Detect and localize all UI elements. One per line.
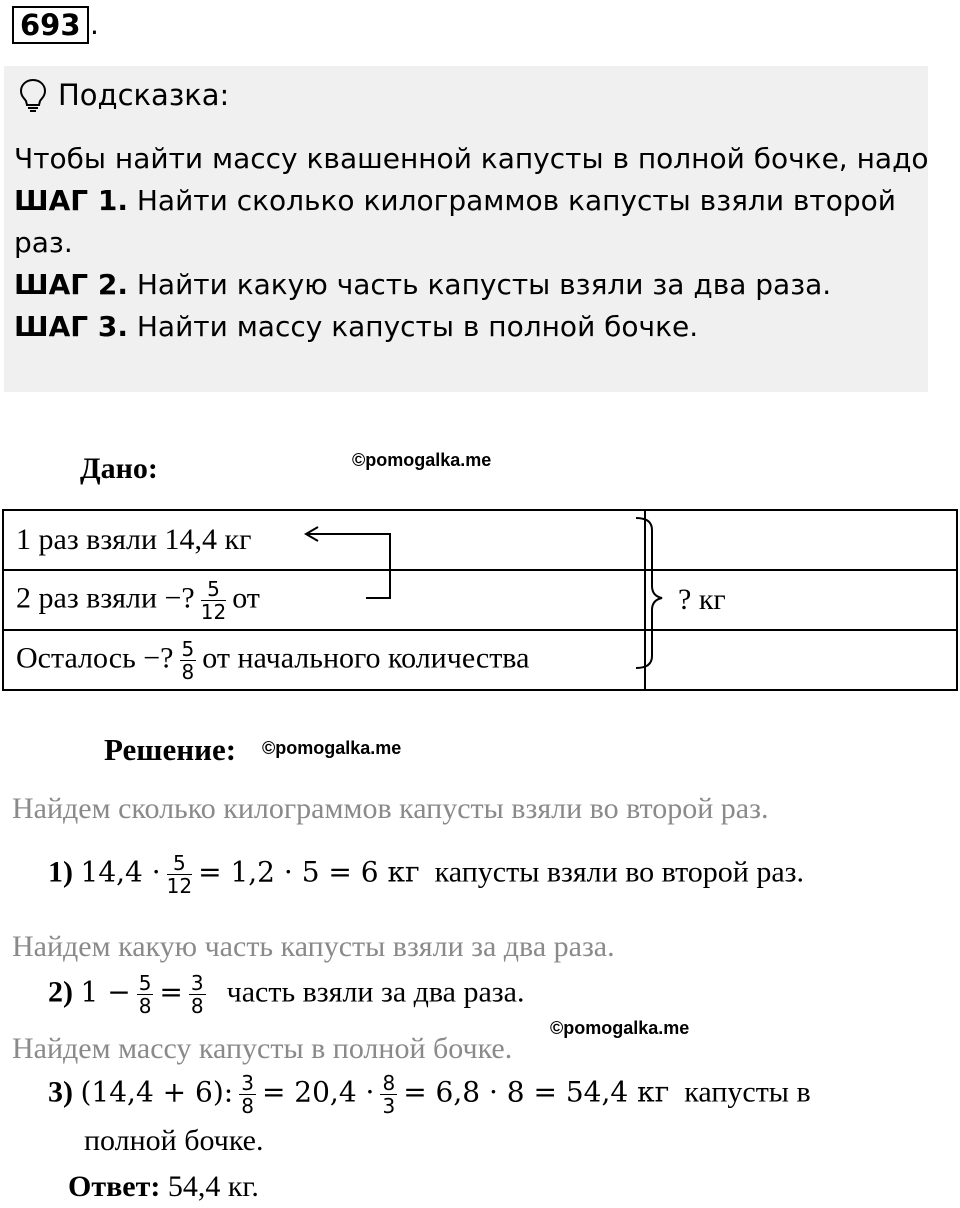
fraction-numerator: 5 bbox=[138, 971, 152, 995]
step-expr: = 6,8 · 8 = 54,4 кг bbox=[403, 1075, 670, 1109]
step-expr: = bbox=[159, 975, 183, 1009]
hint-step-2-label: ШАГ 2. bbox=[14, 268, 128, 301]
fraction-denominator: 8 bbox=[241, 1094, 254, 1118]
solution-text-2: Найдем какую часть капусты взяли за два раза. bbox=[12, 930, 615, 963]
arrow-icon bbox=[306, 527, 390, 598]
hint-step-2-text: Найти какую часть капусты взяли за два раза. bbox=[127, 268, 832, 301]
step-label: 2) bbox=[48, 975, 73, 1009]
problem-number-dot: . bbox=[90, 8, 99, 41]
fraction-denominator: 12 bbox=[166, 874, 193, 898]
fraction-denominator: 8 bbox=[138, 994, 152, 1018]
fraction-numerator: 5 bbox=[201, 578, 226, 601]
step-expr: 14,4 · bbox=[80, 855, 161, 889]
step-expr: (14,4 + 6): bbox=[80, 1075, 234, 1109]
watermark: ©pomogalka.me bbox=[352, 450, 492, 470]
fraction bbox=[380, 1072, 397, 1117]
watermark: ©pomogalka.me bbox=[550, 1018, 690, 1038]
fraction bbox=[167, 852, 192, 897]
solution-text-1: Найдем сколько килограммов капусты взяли во второй раз. bbox=[12, 792, 769, 825]
step-text: часть взяли за два раза. bbox=[226, 975, 525, 1009]
step-label: 3) bbox=[48, 1075, 73, 1109]
problem-number: 693 bbox=[12, 6, 89, 44]
step-expr: = 1,2 · 5 = 6 кг bbox=[198, 855, 420, 889]
step-text: капусты взяли во второй раз. bbox=[434, 855, 805, 889]
solution-text-3: Найдем массу капусты в полной бочке. bbox=[12, 1032, 513, 1065]
fraction bbox=[239, 1072, 256, 1117]
solution-step-1 bbox=[48, 852, 804, 897]
fraction-numerator: 3 bbox=[241, 1071, 254, 1095]
step-expr: = 20,4 · bbox=[261, 1075, 375, 1109]
given-title: Дано: bbox=[80, 452, 158, 485]
given-total: ? кг bbox=[645, 570, 957, 630]
fraction-denominator: 8 bbox=[181, 659, 195, 684]
hint-step-1-cont: раз. bbox=[14, 226, 73, 259]
step-text: капусты в bbox=[684, 1075, 811, 1109]
step-expr: 1 − bbox=[80, 975, 131, 1009]
hint-step-1-text: Найти сколько килограммов капусты взяли второй bbox=[127, 184, 896, 217]
solution-title: Решение: bbox=[104, 732, 237, 767]
hint-intro: Чтобы найти массу квашенной капусты в полной бочке, надо bbox=[14, 142, 929, 175]
solution-step-3-cont: полной бочке. bbox=[84, 1124, 264, 1157]
hint-title: Подсказка: bbox=[58, 78, 230, 112]
hint-step-3-text: Найти массу капусты в полной бочке. bbox=[127, 310, 699, 343]
fraction-denominator: 3 bbox=[382, 1094, 396, 1118]
fraction bbox=[137, 972, 154, 1017]
fraction-numerator: 3 bbox=[190, 971, 204, 995]
row2-post: от bbox=[232, 580, 260, 614]
fraction bbox=[189, 972, 206, 1017]
given-cell: 1 раз взяли 14,4 кг bbox=[3, 510, 645, 570]
answer bbox=[68, 1170, 259, 1204]
row3-post: от начального количества bbox=[202, 640, 530, 674]
watermark: ©pomogalka.me bbox=[262, 738, 402, 758]
row2-pre: 2 раз взяли −? bbox=[16, 580, 195, 614]
solution-step-3 bbox=[48, 1072, 811, 1117]
fraction-numerator: 5 bbox=[167, 852, 192, 875]
step-label: 1) bbox=[48, 855, 73, 889]
row3-pre: Осталось −? bbox=[16, 640, 174, 674]
fraction-numerator: 5 bbox=[181, 636, 195, 661]
fraction-denominator: 8 bbox=[190, 994, 204, 1018]
brace-icon bbox=[636, 518, 662, 668]
hint-step-1-label: ШАГ 1. bbox=[14, 184, 128, 217]
answer-value: 54,4 кг. bbox=[160, 1170, 259, 1203]
solution-step-2 bbox=[48, 972, 524, 1017]
hint-step-3-label: ШАГ 3. bbox=[14, 310, 128, 343]
fraction-denominator: 12 bbox=[200, 599, 227, 624]
answer-label: Ответ: bbox=[68, 1170, 161, 1203]
fraction-numerator: 8 bbox=[382, 1071, 396, 1095]
